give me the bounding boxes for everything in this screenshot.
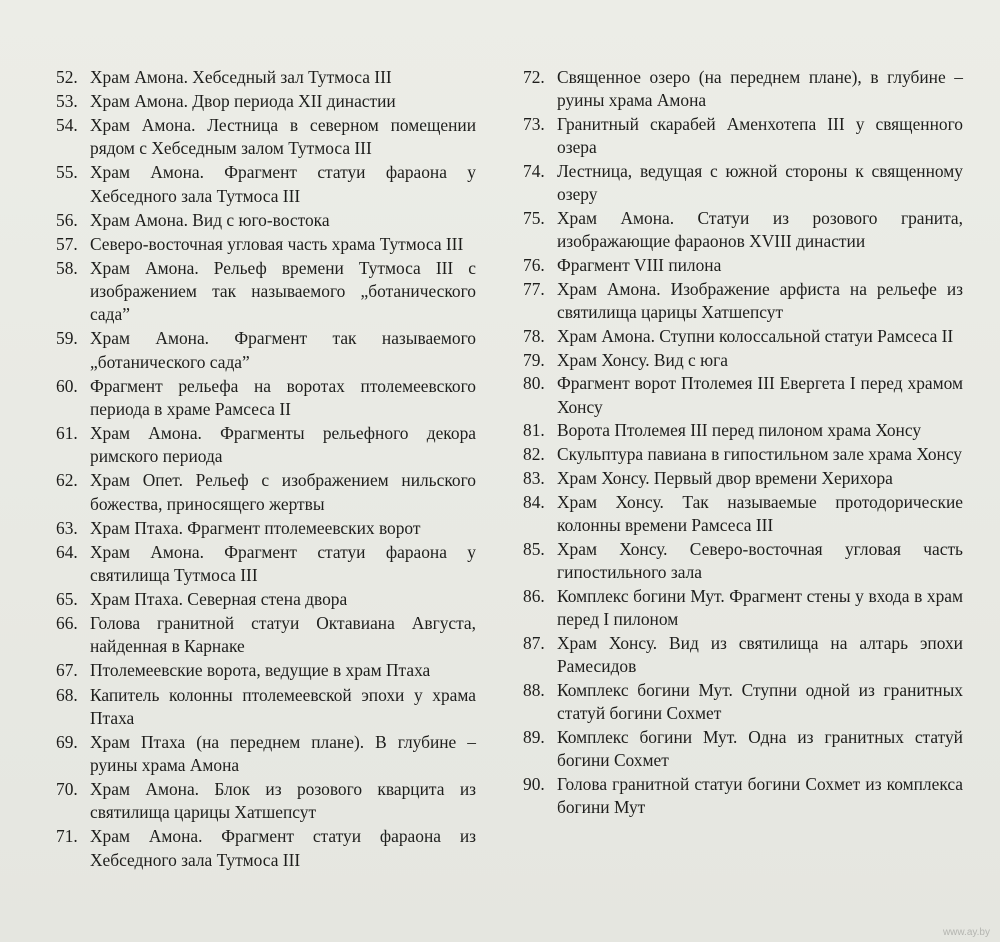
entry-number: 72.	[523, 67, 545, 87]
list-item	[523, 372, 963, 418]
entry-text: Комплекс богини Мут. Одна из гранитных статуй богини Сохмет	[557, 726, 963, 770]
entry-number: 54.	[56, 115, 78, 136]
list-item	[523, 278, 963, 324]
entry-number: 77.	[523, 278, 545, 299]
entry-number: 71.	[56, 826, 78, 847]
entry-number: 78.	[523, 325, 545, 346]
entry-text: Комплекс богини Мут. Ступни одной из гранитных статуй богини Сохмет	[557, 679, 963, 723]
list-item	[56, 209, 476, 232]
list-item	[56, 825, 476, 871]
list-item	[523, 66, 963, 112]
entry-number: 68.	[56, 684, 78, 705]
entry-text: Храм Амона. Рельеф времени Тутмоса III с изображением так называемого „ботанического сада”	[90, 257, 476, 325]
right-column-list	[523, 66, 963, 820]
list-item	[523, 443, 963, 466]
list-item	[56, 90, 476, 113]
entry-text: Храм Хонсу. Первый двор времени Херихора	[557, 467, 893, 488]
entry-number: 79.	[523, 349, 545, 370]
list-item	[523, 349, 963, 372]
entry-text: Фрагмент рельефа на воротах птолемеевского периода в храме Рамсеса II	[90, 375, 476, 419]
list-item	[523, 207, 963, 253]
entry-text: Фрагмент VIII пилона	[557, 255, 722, 275]
list-item	[523, 254, 963, 277]
list-item	[523, 419, 963, 442]
entry-text: Храм Амона. Фрагмент статуи фараона у Хебседного зала Тутмоса III	[90, 162, 476, 206]
entry-number: 69.	[56, 731, 78, 752]
list-item	[523, 491, 963, 537]
entry-number: 82.	[523, 444, 545, 465]
list-item	[56, 731, 476, 777]
entry-text: Храм Хонсу. Так называемые протодорические колонны времени Рамсеса III	[557, 491, 963, 535]
list-item	[56, 778, 476, 824]
entry-number: 70.	[56, 779, 78, 800]
entry-number: 76.	[523, 255, 545, 275]
entry-number: 86.	[523, 585, 545, 606]
entry-text: Храм Опет. Рельеф с изображением нильского божества, приносящего жертвы	[90, 470, 476, 514]
entry-text: Храм Амона. Фрагмент статуи фараона у святилища Тутмоса III	[90, 541, 476, 585]
list-item	[56, 684, 476, 730]
entry-number: 73.	[523, 114, 545, 134]
entry-text: Храм Хонсу. Вид с юга	[557, 349, 728, 370]
entry-text: Храм Амона. Изображение арфиста на рельефе из святилища царицы Хатшепсут	[557, 278, 963, 322]
entry-text: Северо-восточная угловая часть храма Тутмоса III	[90, 233, 464, 254]
entry-number: 52.	[56, 67, 78, 87]
left-column-list	[56, 66, 476, 873]
list-item	[56, 375, 476, 421]
list-item	[56, 659, 476, 682]
list-item	[523, 467, 963, 490]
entry-text: Капитель колонны птолемеевской эпохи у храма Птаха	[90, 684, 476, 728]
entry-text: Храм Хонсу. Вид из святилища на алтарь эпохи Рамесидов	[557, 632, 963, 676]
list-item	[56, 114, 476, 160]
entry-text: Птолемеевские ворота, ведущие в храм Птаха	[90, 660, 431, 681]
list-item	[56, 517, 476, 540]
list-item	[56, 257, 476, 327]
entry-number: 87.	[523, 632, 545, 653]
entry-text: Голова гранитной статуи богини Сохмет из комплекса богини Мут	[557, 773, 963, 817]
entry-text: Фрагмент ворот Птолемея III Евергета I перед храмом Хонсу	[557, 373, 963, 417]
list-item	[56, 469, 476, 515]
list-item	[523, 113, 963, 159]
entry-number: 57.	[56, 233, 78, 254]
entry-number: 89.	[523, 726, 545, 747]
entry-number: 58.	[56, 257, 78, 278]
entry-number: 90.	[523, 773, 545, 794]
list-item	[523, 585, 963, 631]
entry-number: 81.	[523, 420, 545, 441]
list-item	[56, 161, 476, 207]
entry-text: Храм Хонсу. Северо-восточная угловая часть гипостильного зала	[557, 538, 963, 582]
list-item	[56, 588, 476, 611]
entry-text: Храм Птаха. Фрагмент птолемеевских ворот	[90, 517, 421, 538]
entry-text: Скульптура павиана в гипостильном зале храма Хонсу	[557, 444, 963, 465]
entry-text: Храм Амона. Ступни колоссальной статуи Рамсеса II	[557, 325, 954, 346]
list-item	[56, 327, 476, 373]
entry-text: Гранитный скарабей Аменхотепа III у священного озера	[557, 114, 963, 158]
entry-number: 55.	[56, 162, 78, 183]
entry-text: Храм Амона. Блок из розового кварцита из святилища царицы Хатшепсут	[90, 779, 476, 823]
list-item	[56, 612, 476, 658]
list-item	[523, 773, 963, 819]
entry-number: 74.	[523, 161, 545, 181]
entry-number: 60.	[56, 375, 78, 396]
entry-text: Священное озеро (на переднем плане), в глубине – руины храма Амона	[557, 67, 963, 111]
list-item	[523, 679, 963, 725]
entry-number: 53.	[56, 91, 78, 112]
entry-text: Храм Амона. Фрагмент статуи фараона из Хебседного зала Тутмоса III	[90, 826, 476, 870]
entry-number: 64.	[56, 541, 78, 562]
entry-text: Храм Амона. Лестница в северном помещении рядом с Хебседным залом Тутмоса III	[90, 115, 476, 159]
entry-text: Храм Амона. Вид с юго-востока	[90, 209, 330, 230]
entry-number: 65.	[56, 589, 78, 610]
list-item	[523, 160, 963, 206]
entry-number: 85.	[523, 538, 545, 559]
entry-text: Ворота Птолемея III перед пилоном храма Хонсу	[557, 420, 922, 441]
entry-number: 56.	[56, 209, 78, 230]
watermark: www.ay.by	[942, 927, 990, 938]
entry-number: 67.	[56, 660, 78, 681]
entry-number: 62.	[56, 470, 78, 491]
entry-number: 59.	[56, 328, 78, 349]
list-item	[523, 632, 963, 678]
entry-text: Храм Амона. Фрагменты рельефного декора римского периода	[90, 423, 476, 467]
list-item	[523, 538, 963, 584]
entry-number: 84.	[523, 491, 545, 512]
entry-text: Лестница, ведущая с южной стороны к священному озеру	[557, 161, 963, 205]
entry-text: Храм Амона. Двор периода XII династии	[90, 91, 396, 112]
list-item	[523, 726, 963, 772]
entry-text: Голова гранитной статуи Октавиана Августа, найденная в Карнаке	[90, 613, 476, 657]
list-item	[56, 66, 476, 89]
entry-text: Храм Птаха. Северная стена двора	[90, 589, 348, 610]
entry-text: Храм Птаха (на переднем плане). В глубине – руины храма Амона	[90, 731, 476, 776]
entry-number: 61.	[56, 423, 78, 444]
entry-text: Комплекс богини Мут. Фрагмент стены у входа в храм перед I пилоном	[557, 585, 963, 629]
entry-number: 88.	[523, 679, 545, 700]
list-item	[56, 541, 476, 587]
entry-number: 75.	[523, 208, 545, 228]
entry-text: Храм Амона. Статуи из розового гранита, изображающие фараонов XVIII династии	[557, 208, 963, 252]
list-item	[56, 233, 476, 256]
entry-text: Храм Амона. Хебседный зал Тутмоса III	[90, 67, 392, 87]
entry-number: 63.	[56, 517, 78, 538]
entry-number: 83.	[523, 467, 545, 488]
list-item	[56, 422, 476, 468]
entry-number: 80.	[523, 373, 545, 394]
list-item	[523, 325, 963, 348]
entry-text: Храм Амона. Фрагмент так называемого „ботанического сада”	[90, 328, 476, 372]
entry-number: 66.	[56, 613, 78, 634]
